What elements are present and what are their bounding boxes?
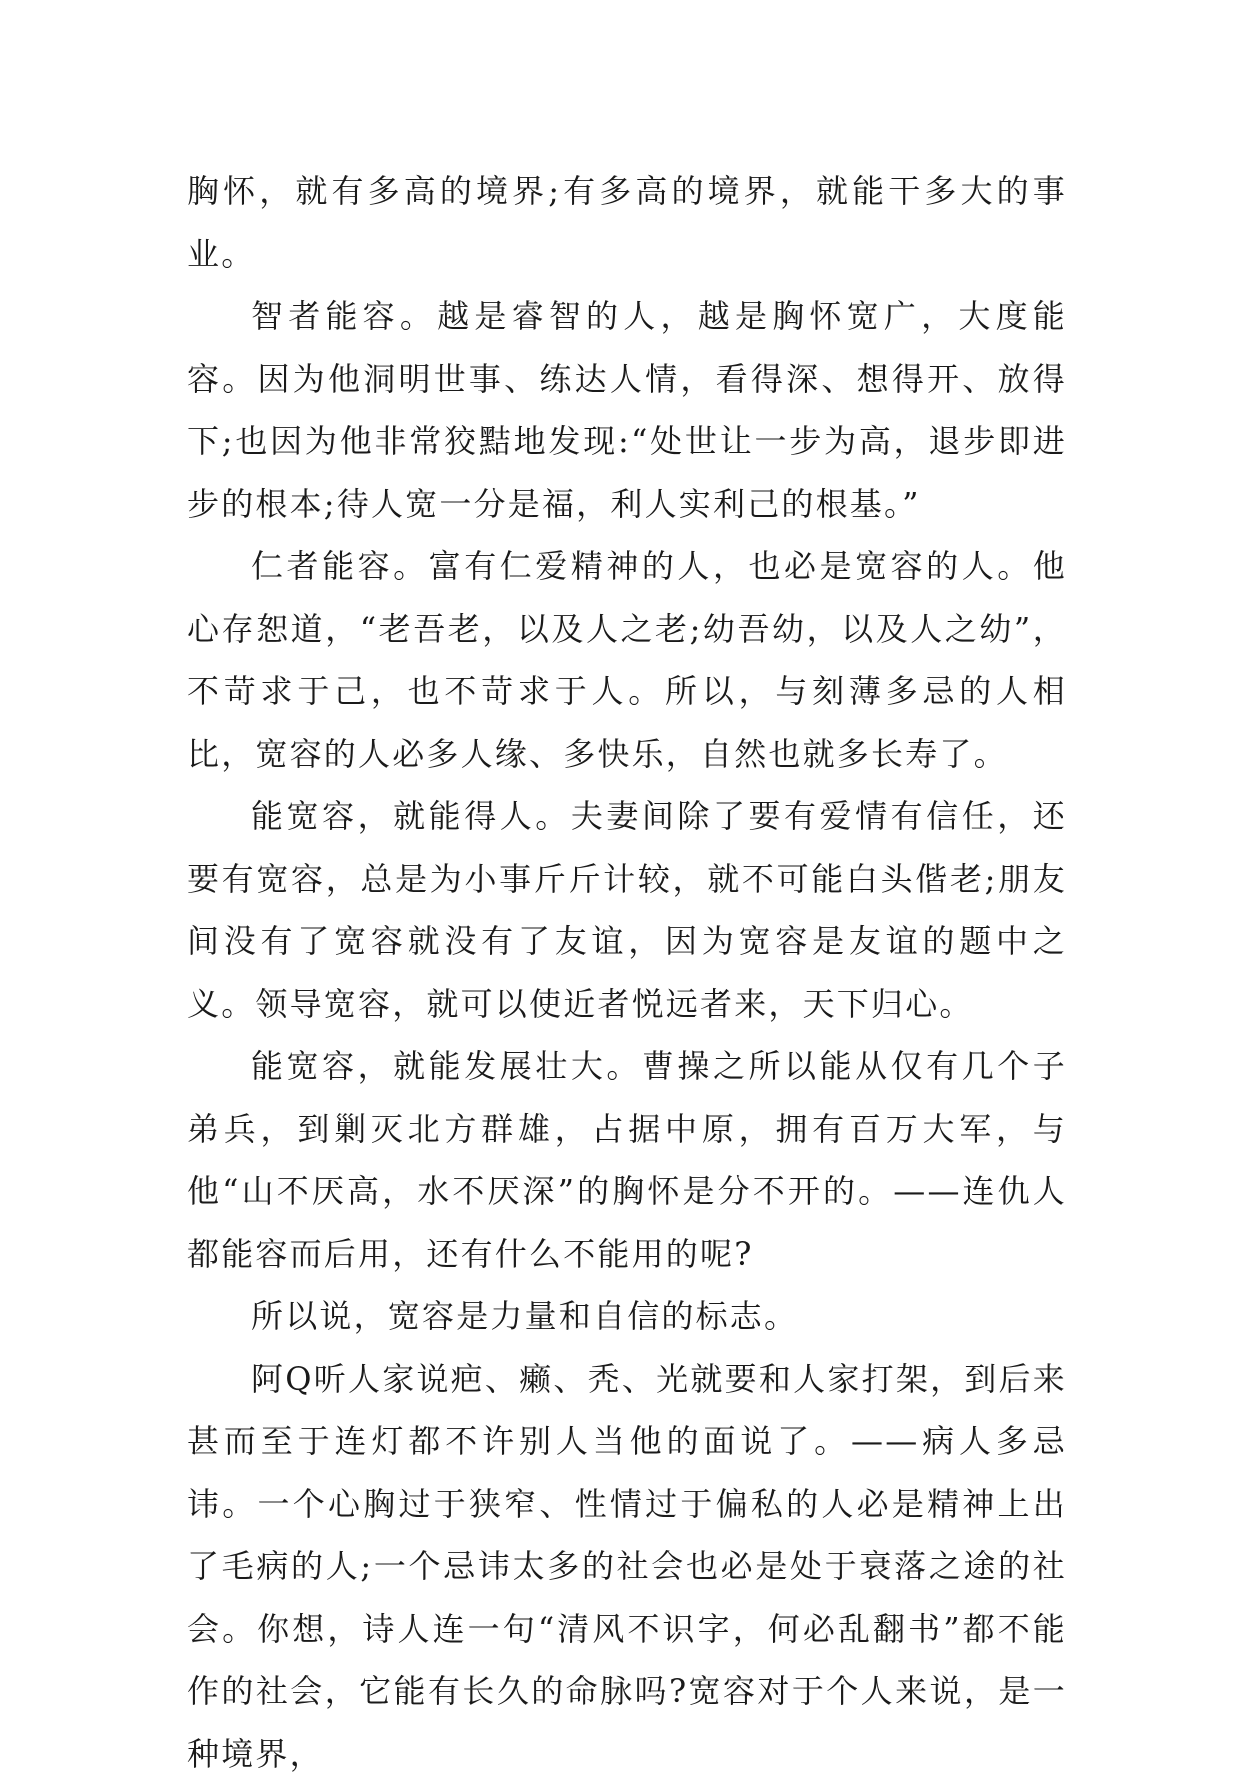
paragraph-5: 能宽容，就能发展壮大。曹操之所以能从仅有几个子弟兵，到剿灭北方群雄，占据中原，拥有百万大军，与他“山不厌高，水不厌深”的胸怀是分不开的。——连仇人都能容而后用，还有什么不能用的呢? <box>187 1035 1067 1285</box>
document-body <box>187 160 1067 1785</box>
paragraph-1: 胸怀，就有多高的境界;有多高的境界，就能干多大的事业。 <box>187 160 1067 285</box>
paragraph-7: 阿Q听人家说疤、癞、秃、光就要和人家打架，到后来甚而至于连灯都不许别人当他的面说了。——病人多忌讳。一个心胸过于狭窄、性情过于偏私的人必是精神上出了毛病的人;一个忌讳太多的社会也必是处于衰落之途的社会。你想，诗人连一句“清风不识字，何必乱翻书”都不能作的社会，它能有长久的命脉吗?宽容对于个人来说，是一种境界， <box>187 1348 1067 1785</box>
paragraph-2: 智者能容。越是睿智的人，越是胸怀宽广，大度能容。因为他洞明世事、练达人情，看得深、想得开、放得下;也因为他非常狡黠地发现:“处世让一步为高，退步即进步的根本;待人宽一分是福，利人实利己的根基。” <box>187 285 1067 535</box>
paragraph-3: 仁者能容。富有仁爱精神的人，也必是宽容的人。他心存恕道，“老吾老，以及人之老;幼吾幼，以及人之幼”，不苛求于己，也不苛求于人。所以，与刻薄多忌的人相比，宽容的人必多人缘、多快乐，自然也就多长寿了。 <box>187 535 1067 785</box>
paragraph-6: 所以说，宽容是力量和自信的标志。 <box>187 1285 1067 1348</box>
paragraph-4: 能宽容，就能得人。夫妻间除了要有爱情有信任，还要有宽容，总是为小事斤斤计较，就不可能白头偕老;朋友间没有了宽容就没有了友谊，因为宽容是友谊的题中之义。领导宽容，就可以使近者悦远者来，天下归心。 <box>187 785 1067 1035</box>
